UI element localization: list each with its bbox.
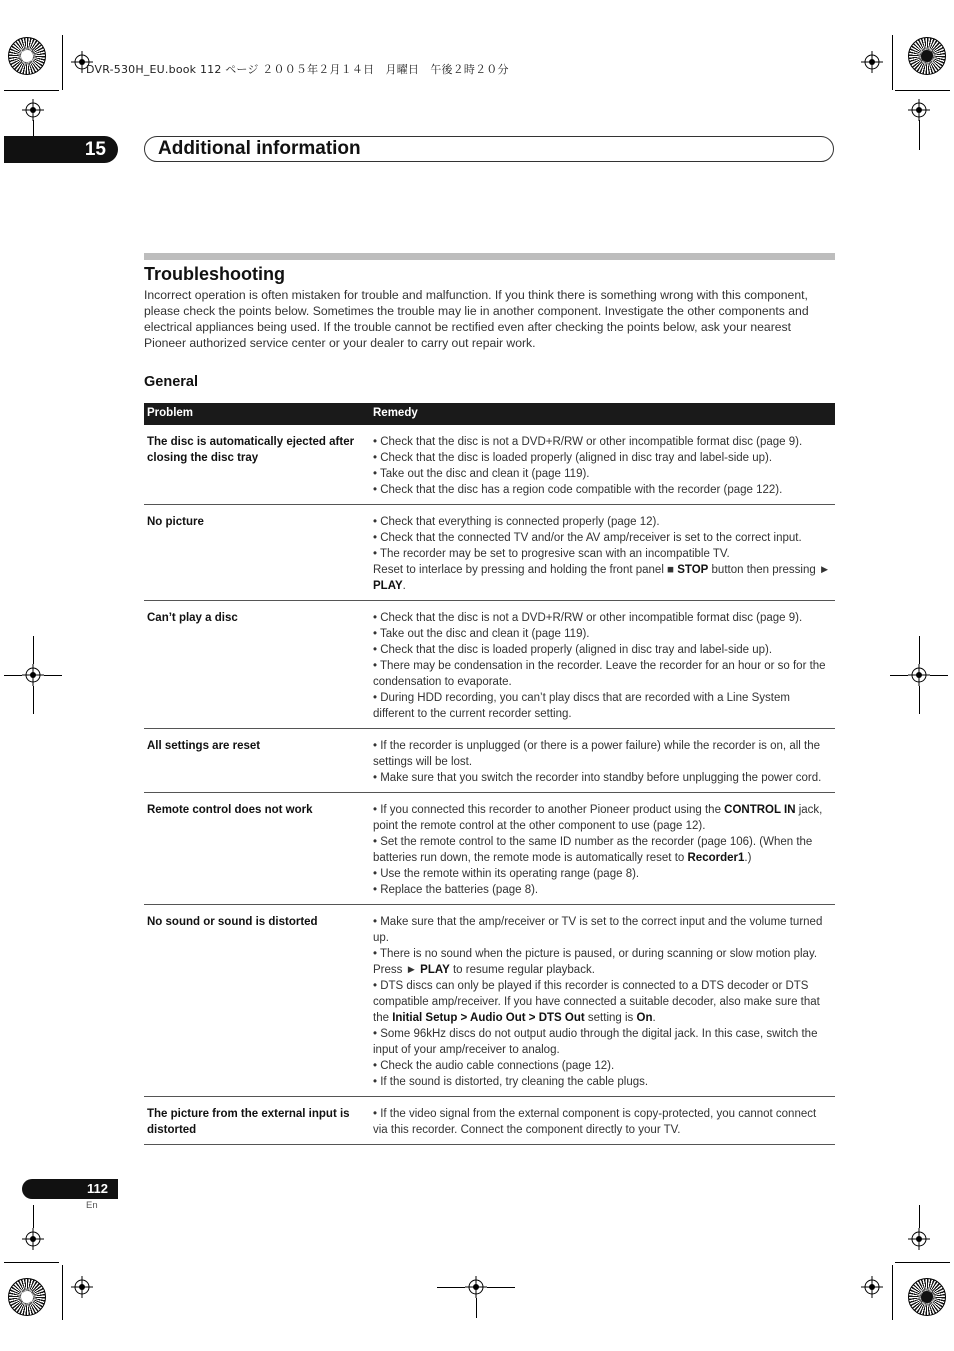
remedy-text: • If the recorder is unplugged (or there is a power failure) while the recorder is on, all the settings will be lost. xyxy=(373,740,821,768)
registration-mark-icon xyxy=(861,1276,883,1298)
color-rosette-icon xyxy=(8,37,46,75)
remedy-line xyxy=(373,482,831,498)
remedy-text: • There is no sound when the picture is paused, or during scanning or slow motion play. Press ► xyxy=(373,948,818,976)
remedy-line xyxy=(373,738,831,770)
remedy-text: • There may be condensation in the recorder. Leave the recorder for an hour or so for the condensation to evaporate. xyxy=(373,660,826,688)
remedy-line xyxy=(373,610,831,626)
remedy-line xyxy=(373,914,831,946)
remedy-cell xyxy=(370,1099,835,1138)
table-header xyxy=(144,403,835,425)
remedy-text: • Check that the disc is not a DVD+R/RW or other incompatible format disc (page 9). xyxy=(373,612,803,624)
remedy-line xyxy=(373,802,831,834)
remedy-cell xyxy=(370,731,835,786)
remedy-line xyxy=(373,866,831,882)
table-row xyxy=(144,729,835,793)
remedy-line xyxy=(373,626,831,642)
remedy-text: • Check that the connected TV and/or the AV amp/receiver is set to the correct input. xyxy=(373,532,802,544)
remedy-text: • Check that everything is connected properly (page 12). xyxy=(373,516,660,528)
print-header: DVR-530H_EU.book 112 ページ ２００５年２月１４日 月曜日 午後２時２０分 xyxy=(86,63,509,76)
remedy-emphasis: PLAY xyxy=(420,964,450,976)
remedy-text: • Make sure that you switch the recorder into standby before unplugging the power cord. xyxy=(373,772,822,784)
remedy-line xyxy=(373,834,831,866)
language-code: En xyxy=(86,1200,98,1211)
column-header-remedy: Remedy xyxy=(373,407,418,419)
remedy-line xyxy=(373,770,831,786)
troubleshooting-table xyxy=(144,403,835,1145)
table-row xyxy=(144,793,835,905)
registration-mark-icon xyxy=(22,664,44,686)
registration-mark-icon xyxy=(908,1228,930,1250)
remedy-line xyxy=(373,530,831,546)
problem-cell: Can’t play a disc xyxy=(147,612,238,624)
column-header-problem: Problem xyxy=(147,407,194,419)
remedy-text: • If you connected this recorder to another Pioneer product using the xyxy=(373,804,725,816)
remedy-emphasis: Recorder1 xyxy=(687,852,745,864)
subsection-title: General xyxy=(144,374,198,390)
remedy-line xyxy=(373,1106,831,1138)
remedy-line xyxy=(373,946,831,978)
remedy-text: .) xyxy=(744,852,752,864)
table-body xyxy=(144,425,835,1145)
remedy-text: • Check that the disc is not a DVD+R/RW or other incompatible format disc (page 9). xyxy=(373,436,803,448)
section-divider xyxy=(144,253,835,260)
remedy-text: • DTS discs can only be played if this recorder is connected to a DTS decoder or DTS compatible amp/receiver. If you have connected a suitable decoder, also make sure that the xyxy=(373,980,820,1024)
registration-mark-icon xyxy=(861,51,883,73)
remedy-line xyxy=(373,978,831,1026)
chapter-title: Additional information xyxy=(158,138,361,159)
remedy-text: . xyxy=(652,1012,656,1024)
color-rosette-icon xyxy=(908,37,946,75)
remedy-text: • Check that the disc has a region code compatible with the recorder (page 122). xyxy=(373,484,783,496)
remedy-text: setting is xyxy=(584,1012,637,1024)
remedy-text: • During HDD recording, you can’t play discs that are recorded with a Line System different to the current recorder setting. xyxy=(373,692,790,720)
remedy-emphasis: PLAY xyxy=(373,580,403,592)
remedy-cell xyxy=(370,427,835,498)
section-title: Troubleshooting xyxy=(144,264,285,284)
chapter-number: 15 xyxy=(4,136,118,163)
remedy-text: • Check that the disc is loaded properly (aligned in disc tray and label-side up). xyxy=(373,644,773,656)
registration-mark-icon xyxy=(465,1276,487,1298)
remedy-line xyxy=(373,1074,831,1090)
remedy-line xyxy=(373,1058,831,1074)
table-row xyxy=(144,425,835,505)
color-rosette-icon xyxy=(8,1278,46,1316)
remedy-line xyxy=(373,546,831,562)
problem-cell: The disc is automatically ejected after closing the disc tray xyxy=(147,436,355,464)
problem-cell: No picture xyxy=(147,516,204,528)
problem-cell: The picture from the external input is distorted xyxy=(147,1108,350,1136)
remedy-text: • Some 96kHz discs do not output audio through the digital jack. In this case, switch the input of your amp/receiver to analog. xyxy=(373,1028,818,1056)
remedy-text: to resume regular playback. xyxy=(449,964,595,976)
remedy-line xyxy=(373,466,831,482)
remedy-line xyxy=(373,658,831,690)
remedy-text: • Take out the disc and clean it (page 119). xyxy=(373,468,590,480)
remedy-cell xyxy=(370,907,835,1090)
remedy-emphasis: STOP xyxy=(677,564,709,576)
registration-mark-icon xyxy=(22,1228,44,1250)
remedy-line xyxy=(373,562,831,594)
remedy-line xyxy=(373,514,831,530)
remedy-cell xyxy=(370,795,835,898)
table-row xyxy=(144,601,835,729)
remedy-text: • If the sound is distorted, try cleaning the cable plugs. xyxy=(373,1076,649,1088)
remedy-text: • If the video signal from the external component is copy-protected, you cannot connect via this recorder. Connect the component directly to your TV. xyxy=(373,1108,817,1136)
table-row xyxy=(144,905,835,1097)
remedy-line xyxy=(373,1026,831,1058)
page-number: 112 xyxy=(22,1179,118,1199)
remedy-line xyxy=(373,882,831,898)
remedy-text: • Set the remote control to the same ID number as the recorder (page 106). (When the batteries run down, the remote mode is automatically reset to xyxy=(373,836,813,864)
remedy-text: • Replace the batteries (page 8). xyxy=(373,884,539,896)
remedy-line xyxy=(373,690,831,722)
remedy-emphasis: On xyxy=(636,1012,653,1024)
remedy-text: . xyxy=(402,580,406,592)
table-row xyxy=(144,1097,835,1145)
remedy-text: • Check the audio cable connections (page 12). xyxy=(373,1060,615,1072)
remedy-text: • The recorder may be set to progresive scan with an incompatible TV. xyxy=(373,548,730,560)
problem-cell: All settings are reset xyxy=(147,740,261,752)
registration-mark-icon xyxy=(22,99,44,121)
remedy-text: button then pressing ► xyxy=(708,564,831,576)
remedy-text: • Take out the disc and clean it (page 119). xyxy=(373,628,590,640)
problem-cell: No sound or sound is distorted xyxy=(147,916,318,928)
remedy-text: Reset to interlace by pressing and holding the front panel ■ xyxy=(373,564,678,576)
remedy-emphasis: CONTROL IN xyxy=(724,804,796,816)
remedy-text: • Make sure that the amp/receiver or TV is set to the correct input and the volume turned up. xyxy=(373,916,823,944)
table-row xyxy=(144,505,835,601)
remedy-text: jack, point the remote control at the other component to use (page 12). xyxy=(373,804,823,832)
remedy-emphasis: Initial Setup > Audio Out > DTS Out xyxy=(392,1012,585,1024)
registration-mark-icon xyxy=(908,664,930,686)
remedy-line xyxy=(373,450,831,466)
remedy-cell xyxy=(370,603,835,722)
remedy-line xyxy=(373,642,831,658)
remedy-line xyxy=(373,434,831,450)
registration-mark-icon xyxy=(71,1276,93,1298)
remedy-text: • Check that the disc is loaded properly (aligned in disc tray and label-side up). xyxy=(373,452,773,464)
intro-paragraph: Incorrect operation is often mistaken for trouble and malfunction. If you think there is something wrong with this component, please check the points below. Sometimes the trouble may lie in another component. Investigate the other components and electrical appliances being used. If the trouble cannot be rectified even after checking the points below, ask your nearest Pioneer authorized service center or your dealer to carry out repair work. xyxy=(144,288,809,350)
remedy-text: • Use the remote within its operating range (page 8). xyxy=(373,868,640,880)
color-rosette-icon xyxy=(908,1278,946,1316)
registration-mark-icon xyxy=(908,99,930,121)
problem-cell: Remote control does not work xyxy=(147,804,313,816)
remedy-cell xyxy=(370,507,835,594)
